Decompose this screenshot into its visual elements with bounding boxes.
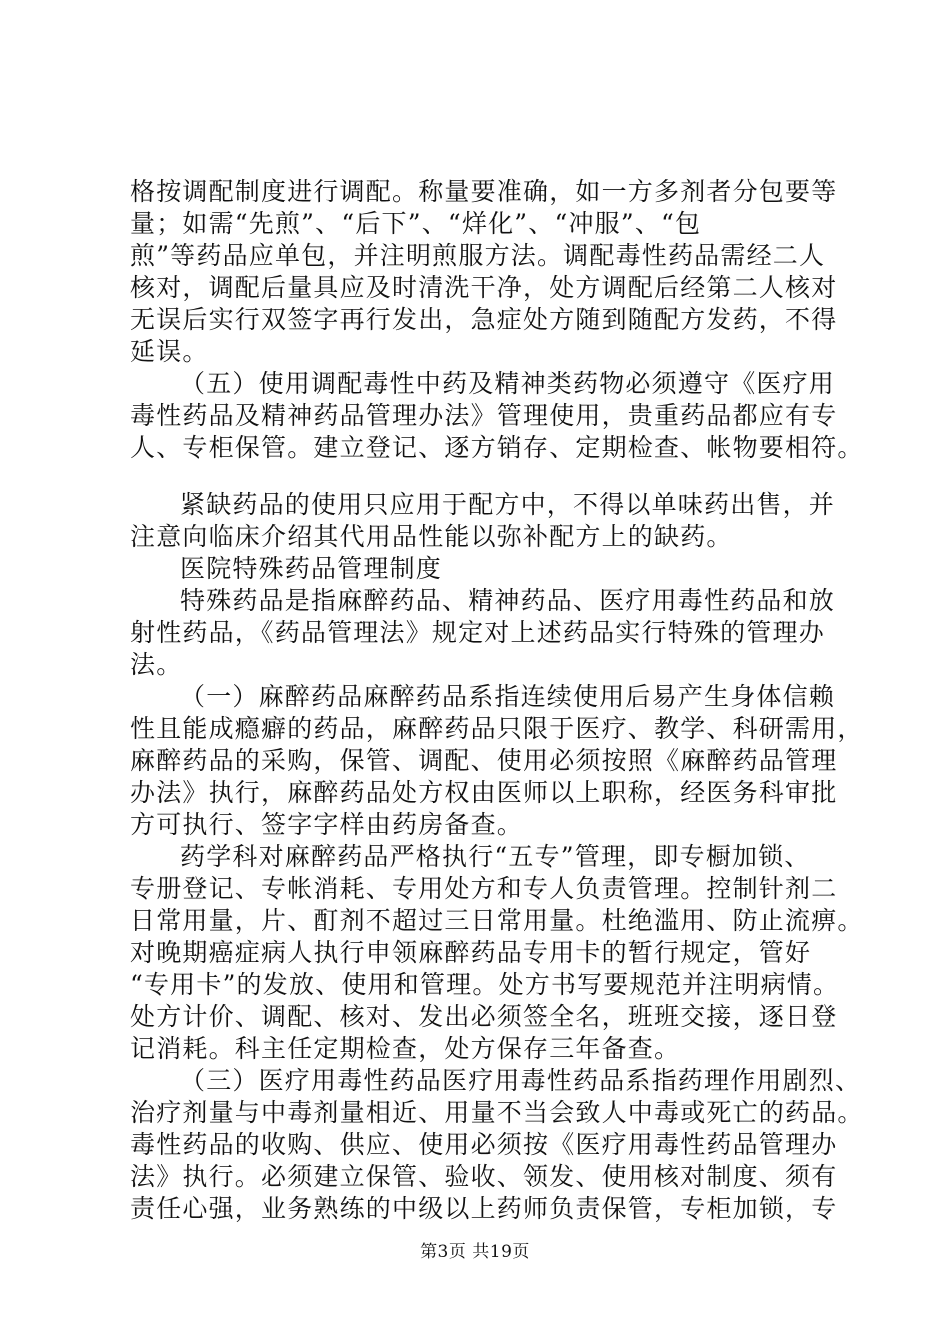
body-text-line: 专册登记、专帐消耗、专用处方和专人负责管理。控制针剂二 [130, 874, 838, 903]
body-text-line: 格按调配制度进行调配。称量要准确，如一方多剂者分包要等 [130, 177, 838, 206]
paragraph-start-line: （三）医疗用毒性药品医疗用毒性药品系指药理作用剧烈、 [180, 1066, 862, 1095]
body-text-line: 方可执行、签字字样由药房备查。 [130, 810, 524, 839]
body-text-line: 性且能成瘾癖的药品，麻醉药品只限于医疗、教学、科研需用， [130, 714, 864, 743]
paragraph-start-line: 特殊药品是指麻醉药品、精神药品、医疗用毒性药品和放 [180, 586, 836, 615]
body-text-line: 毒性药品的收购、供应、使用必须按《医疗用毒性药品管理办 [130, 1130, 838, 1159]
body-text-line: 责任心强，业务熟练的中级以上药师负责保管，专柜加锁，专 [130, 1194, 838, 1223]
body-text-line: 煎”等药品应单包，并注明煎服方法。调配毒性药品需经二人 [130, 241, 826, 270]
paragraph-start-line: （五）使用调配毒性中药及精神类药物必须遵守《医疗用 [180, 369, 836, 398]
paragraph-start-line: 药学科对麻醉药品严格执行“五专”管理，即专橱加锁、 [180, 842, 811, 871]
body-text-line: 办法》执行，麻醉药品处方权由医师以上职称，经医务科审批 [130, 778, 838, 807]
paragraph-start-line: 紧缺药品的使用只应用于配方中，不得以单味药出售，并 [180, 490, 836, 519]
body-text-line: 毒性药品及精神药品管理办法》管理使用，贵重药品都应有专 [130, 401, 838, 430]
section-heading: 医院特殊药品管理制度 [180, 554, 443, 583]
body-text-line: 核对，调配后量具应及时清洗干净，处方调配后经第二人核对 [130, 273, 838, 302]
body-text-line: 无误后实行双签字再行发出，急症处方随到随配方发药，不得 [130, 305, 838, 334]
body-text-line: 对晚期癌症病人执行申领麻醉药品专用卡的暂行规定，管好 [130, 938, 812, 967]
body-text-line: 延误。 [130, 337, 209, 366]
body-text-line: 法。 [130, 650, 183, 679]
body-text-line: 法》执行。必须建立保管、验收、领发、使用核对制度、须有 [130, 1162, 838, 1191]
body-text-line: “专用卡”的发放、使用和管理。处方书写要规范并注明病情。 [130, 970, 840, 999]
body-text-line: 人、专柜保管。建立登记、逐方销存、定期检查、帐物要相符。 [130, 433, 864, 462]
body-text-line: 麻醉药品的采购，保管、调配、使用必须按照《麻醉药品管理 [130, 746, 838, 775]
body-text-line: 日常用量，片、酊剂不超过三日常用量。杜绝滥用、防止流痹。 [130, 906, 864, 935]
paragraph-start-line: （一）麻醉药品麻醉药品系指连续使用后易产生身体信赖 [180, 682, 836, 711]
body-text-line: 量；如需“先煎”、“后下”、“烊化”、“冲服”、“包 [130, 209, 702, 238]
body-text-line: 记消耗。科主任定期检查，处方保存三年备查。 [130, 1034, 681, 1063]
body-text-line: 射性药品，《药品管理法》规定对上述药品实行特殊的管理办 [130, 618, 825, 647]
body-text-line: 治疗剂量与中毒剂量相近、用量不当会致人中毒或死亡的药品。 [130, 1098, 864, 1127]
body-text-line: 处方计价、调配、核对、发出必须签全名，班班交接，逐日登 [130, 1002, 838, 1031]
body-text-line: 注意向临床介绍其代用品性能以弥补配方上的缺药。 [130, 522, 733, 551]
page-number-footer: 第3页 共19页 [420, 1242, 530, 1262]
